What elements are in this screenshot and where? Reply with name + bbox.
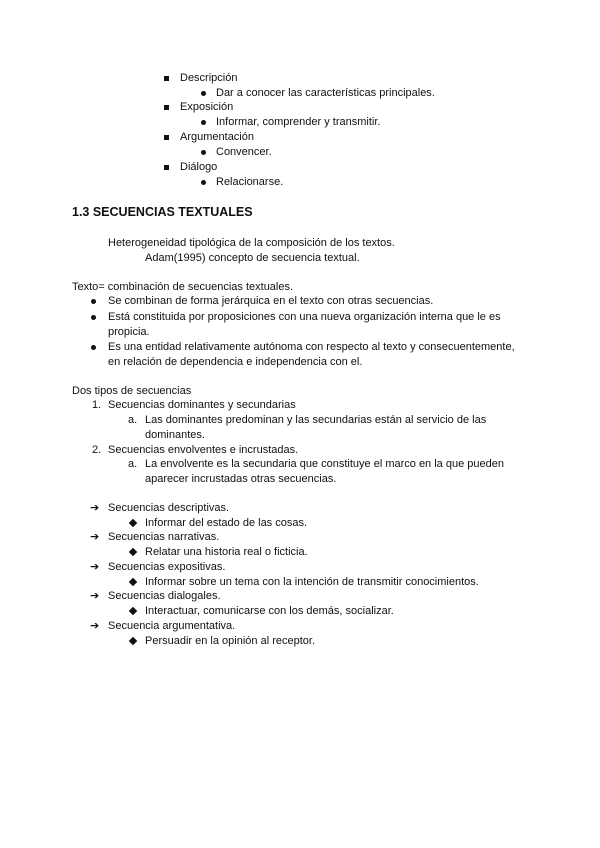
sequence-detail: Persuadir en la opinión al receptor. [145,635,315,647]
sequence-detail: Relatar una historia real o ficticia. [145,546,308,558]
dot-bullet-icon [201,180,206,185]
dot-bullet-icon [91,299,96,304]
list-number: 2. [92,444,102,456]
intro-line-2: Adam(1995) concepto de secuencia textual. [145,252,360,264]
square-bullet-icon [164,76,169,81]
arrow-bullet-icon: ➔ [90,620,100,632]
outline-item-detail: Dar a conocer las características principales. [216,87,435,99]
arrow-bullet-icon: ➔ [90,502,100,514]
square-bullet-icon [164,135,169,140]
outline-item-label: Argumentación [180,131,254,143]
square-bullet-icon [164,105,169,110]
dot-bullet-icon [91,315,96,320]
square-bullet-icon [164,165,169,170]
arrow-bullet-icon: ➔ [90,561,100,573]
type-detail-continued: dominantes. [145,429,205,441]
bullet-text-continued: propicia. [108,326,150,338]
outline-item-detail: Relacionarse. [216,176,284,188]
diamond-bullet-icon [129,578,137,586]
intro-line-1: Heterogeneidad tipológica de la composición de los textos. [108,237,395,249]
diamond-bullet-icon [129,607,137,615]
outline-item-label: Diálogo [180,161,218,173]
dot-bullet-icon [201,120,206,125]
sequence-label: Secuencias descriptivas. [108,502,230,514]
outline-item-detail: Informar, comprender y transmitir. [216,116,381,128]
type-label: Secuencias envolventes e incrustadas. [108,444,299,456]
arrow-bullet-icon: ➔ [90,531,100,543]
dot-bullet-icon [201,150,206,155]
definition-text: Texto= combinación de secuencias textuales. [72,281,294,293]
sequence-detail: Informar del estado de las cosas. [145,517,308,529]
list-letter: a. [128,414,138,426]
outline-item-label: Descripción [180,72,238,84]
list-letter: a. [128,458,138,470]
bullet-text-continued: en relación de dependencia e independencia con el. [108,356,363,368]
sequence-detail: Informar sobre un tema con la intención de transmitir conocimientos. [145,576,479,588]
bullet-text: Se combinan de forma jerárquica en el texto con otras secuencias. [108,295,434,307]
diamond-bullet-icon [129,519,137,527]
outline-item-label: Exposición [180,101,234,113]
dot-bullet-icon [201,91,206,96]
sequence-label: Secuencia argumentativa. [108,620,236,632]
outline-item-detail: Convencer. [216,146,272,158]
bullet-text: Está constituida por proposiciones con una nueva organización interna que le es [108,311,501,323]
section-title: 1.3 SECUENCIAS TEXTUALES [72,205,253,219]
type-label: Secuencias dominantes y secundarias [108,399,296,411]
diamond-bullet-icon [129,637,137,645]
type-detail-continued: aparecer incrustadas otras secuencias. [145,473,337,485]
type-detail: Las dominantes predominan y las secundarias están al servicio de las [145,414,487,426]
sequence-label: Secuencias expositivas. [108,561,226,573]
bullet-text: Es una entidad relativamente autónoma con respecto al texto y consecuentemente, [108,341,515,353]
sequence-label: Secuencias dialogales. [108,590,221,602]
dot-bullet-icon [91,345,96,350]
list-number: 1. [92,399,102,411]
sequence-label: Secuencias narrativas. [108,531,220,543]
arrow-bullet-icon: ➔ [90,590,100,602]
types-title: Dos tipos de secuencias [72,385,192,397]
type-detail: La envolvente es la secundaria que constituye el marco en la que pueden [145,458,504,470]
diamond-bullet-icon [129,548,137,556]
sequence-detail: Interactuar, comunicarse con los demás, socializar. [145,605,394,617]
